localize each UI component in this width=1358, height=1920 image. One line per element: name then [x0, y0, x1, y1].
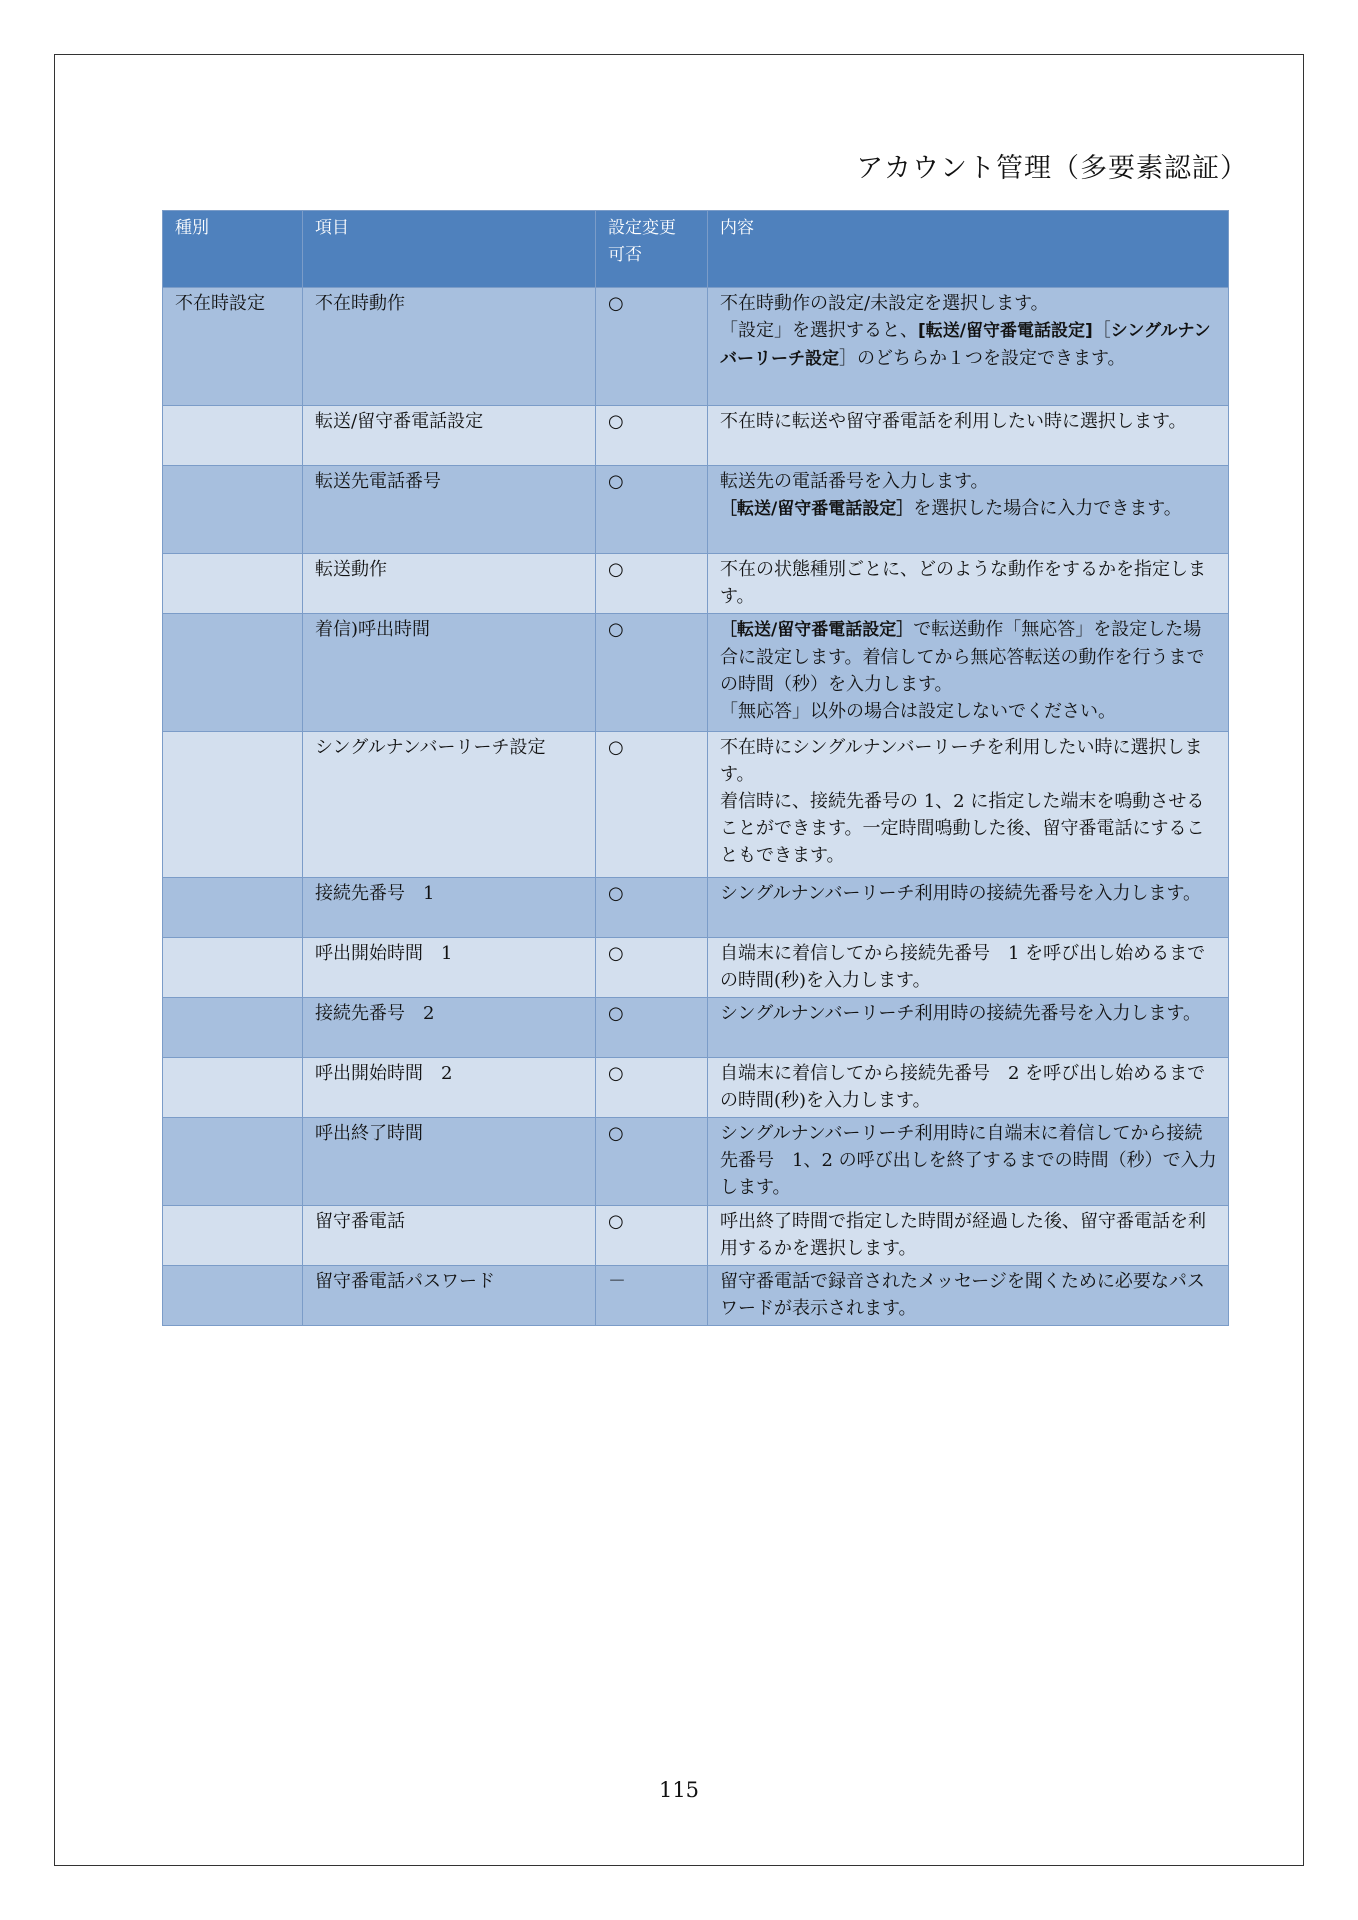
cell-changeable: ○: [596, 878, 708, 938]
content-paragraph: [720, 616, 1218, 698]
content-paragraph: [720, 290, 1218, 317]
cell-item: 転送動作: [303, 554, 596, 614]
table-row: [163, 1118, 1229, 1206]
content-paragraph: [720, 317, 1218, 373]
table-row: [163, 406, 1229, 466]
cell-changeable: ○: [596, 1206, 708, 1266]
content-text: 不在時にシングルナンバーリーチを利用したい時に選択します。: [720, 737, 1203, 785]
table-row: [163, 288, 1229, 406]
table-body: [163, 288, 1229, 1326]
content-text: 留守番電話で録音されたメッセージを聞くために必要なパスワードが表示されます。: [720, 1271, 1205, 1319]
cell-item: 接続先番号 1: [303, 878, 596, 938]
table-row: [163, 614, 1229, 732]
table-row: [163, 1206, 1229, 1266]
cell-changeable: ○: [596, 466, 708, 554]
content-paragraph: [720, 1060, 1218, 1114]
bold-term: ［転送/留守番電話設定］: [720, 499, 914, 519]
cell-content: [708, 554, 1229, 614]
cell-content: [708, 998, 1229, 1058]
cell-content: [708, 288, 1229, 406]
content-text: 不在時動作の設定/未設定を選択します。: [720, 293, 1049, 314]
cell-content: [708, 878, 1229, 938]
cell-item: 転送先電話番号: [303, 466, 596, 554]
bold-term: ［転送/留守番電話設定］: [720, 620, 914, 640]
table-row: [163, 466, 1229, 554]
cell-category: [163, 938, 303, 998]
cell-item: 呼出終了時間: [303, 1118, 596, 1206]
content-text: 不在時に転送や留守番電話を利用したい時に選択します。: [720, 411, 1187, 432]
table-row: [163, 732, 1229, 878]
table-row: [163, 1058, 1229, 1118]
content-text: 自端末に着信してから接続先番号 1 を呼び出し始めるまでの時間(秒)を入力します。: [720, 943, 1206, 991]
table-row: [163, 938, 1229, 998]
content-text: シングルナンバーリーチ利用時に自端末に着信してから接続先番号 1、2 の呼び出しを終了するまでの時間（秒）で入力します。: [720, 1123, 1217, 1198]
cell-category: [163, 1266, 303, 1326]
cell-content: [708, 1266, 1229, 1326]
page-title: アカウント管理（多要素認証）: [856, 153, 1248, 184]
content-paragraph: [720, 408, 1218, 435]
content-text: 転送先の電話番号を入力します。: [720, 471, 989, 492]
content-text: 不在の状態種別ごとに、どのような動作をするかを指定します。: [720, 559, 1206, 607]
column-header-content: 内容: [708, 211, 1229, 288]
cell-content: [708, 1118, 1229, 1206]
cell-category: [163, 554, 303, 614]
cell-category: [163, 406, 303, 466]
content-text: 「設定」を選択すると、: [720, 320, 918, 341]
cell-item: 留守番電話パスワード: [303, 1266, 596, 1326]
cell-category: [163, 1058, 303, 1118]
content-text: で転送動作「無応答」を設定した場合に設定します。着信してから無応答転送の動作を行うまでの時間（秒）を入力します。: [720, 619, 1205, 695]
content-text: シングルナンバーリーチ利用時の接続先番号を入力します。: [720, 1003, 1202, 1024]
cell-category: [163, 878, 303, 938]
content-paragraph: [720, 1208, 1218, 1262]
table-row: [163, 998, 1229, 1058]
cell-category: [163, 1206, 303, 1266]
cell-changeable: ○: [596, 614, 708, 732]
cell-category: [163, 732, 303, 878]
table-row: [163, 554, 1229, 614]
page-number: 115: [658, 1778, 700, 1802]
content-paragraph: [720, 698, 1218, 725]
content-text: ［: [1092, 320, 1111, 341]
bold-term: [転送/留守番電話設定]: [918, 321, 1093, 341]
content-text: 呼出終了時間で指定した時間が経過した後、留守番電話を利用するかを選択します。: [720, 1211, 1206, 1259]
cell-content: [708, 406, 1229, 466]
cell-content: [708, 466, 1229, 554]
bold-term: シングルナンバーリーチ設定: [720, 321, 1211, 369]
table-row: [163, 878, 1229, 938]
content-text: 着信時に、接続先番号の 1、2 に指定した端末を鳴動させることができます。一定時間鳴動した後、留守番電話にすることもできます。: [720, 791, 1205, 866]
cell-item: 接続先番号 2: [303, 998, 596, 1058]
cell-item: 転送/留守番電話設定: [303, 406, 596, 466]
content-paragraph: [720, 1120, 1218, 1201]
cell-content: [708, 1206, 1229, 1266]
column-header-category: 種別: [163, 211, 303, 288]
cell-content: [708, 938, 1229, 998]
cell-category: [163, 614, 303, 732]
cell-changeable: ○: [596, 938, 708, 998]
content-paragraph: [720, 468, 1218, 495]
cell-changeable: ○: [596, 732, 708, 878]
table-row: [163, 1266, 1229, 1326]
cell-category: [163, 998, 303, 1058]
column-header-item: 項目: [303, 211, 596, 288]
cell-item: 呼出開始時間 1: [303, 938, 596, 998]
cell-changeable: ○: [596, 1118, 708, 1206]
cell-changeable: ○: [596, 554, 708, 614]
cell-item: 着信)呼出時間: [303, 614, 596, 732]
cell-category: [163, 1118, 303, 1206]
cell-category: [163, 466, 303, 554]
cell-category: 不在時設定: [163, 288, 303, 406]
cell-changeable: ○: [596, 1058, 708, 1118]
cell-content: [708, 732, 1229, 878]
content-text: シングルナンバーリーチ利用時の接続先番号を入力します。: [720, 883, 1202, 904]
cell-changeable: ○: [596, 998, 708, 1058]
table-header-row: [163, 211, 1229, 288]
content-paragraph: [720, 788, 1218, 869]
content-paragraph: [720, 495, 1218, 523]
content-paragraph: [720, 556, 1218, 610]
cell-changeable: －: [596, 1266, 708, 1326]
settings-table: [162, 210, 1229, 1326]
cell-item: 不在時動作: [303, 288, 596, 406]
cell-item: 呼出開始時間 2: [303, 1058, 596, 1118]
cell-item: シングルナンバーリーチ設定: [303, 732, 596, 878]
content-paragraph: [720, 1268, 1218, 1322]
content-paragraph: [720, 880, 1218, 907]
content-text: ］のどちらか１つを設定できます。: [839, 348, 1126, 369]
content-text: 自端末に着信してから接続先番号 2 を呼び出し始めるまでの時間(秒)を入力します。: [720, 1063, 1206, 1111]
cell-item: 留守番電話: [303, 1206, 596, 1266]
cell-changeable: ○: [596, 288, 708, 406]
content-text: 「無応答」以外の場合は設定しないでください。: [720, 701, 1116, 722]
content-text: を選択した場合に入力できます。: [913, 498, 1182, 519]
content-paragraph: [720, 1000, 1218, 1027]
content-paragraph: [720, 940, 1218, 994]
column-header-changeable: 設定変更 可否: [596, 211, 708, 288]
cell-content: [708, 1058, 1229, 1118]
cell-content: [708, 614, 1229, 732]
cell-changeable: ○: [596, 406, 708, 466]
content-paragraph: [720, 734, 1218, 788]
